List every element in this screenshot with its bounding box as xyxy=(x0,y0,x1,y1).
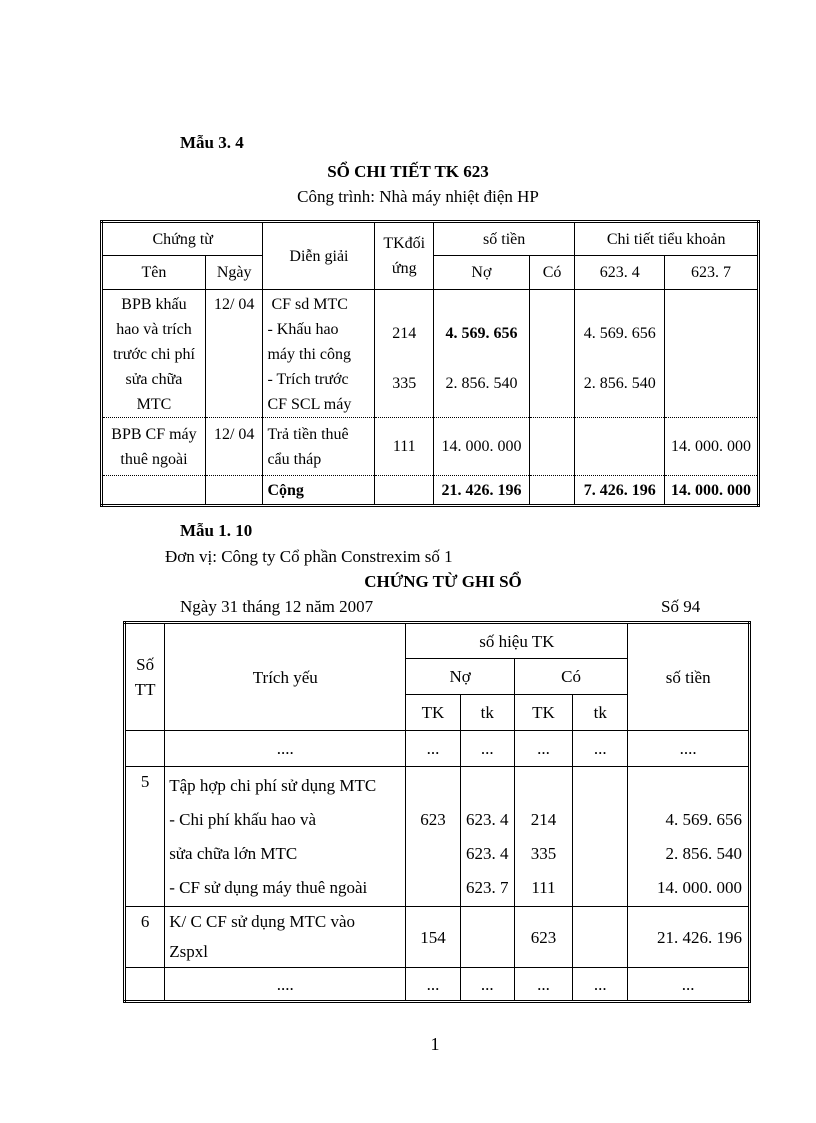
row2-sub2: 14. 000. 000 xyxy=(665,418,759,476)
row1-tk: 214 335 xyxy=(375,290,434,418)
page-number: 1 xyxy=(430,1034,440,1054)
row2-ngay: 12/ 04 xyxy=(205,418,263,476)
row6-stt: 6 xyxy=(125,907,165,968)
header-tk-doi-ung xyxy=(375,222,434,290)
row2-co xyxy=(529,418,574,476)
ledger-table xyxy=(100,220,760,507)
header-so-tien: số tiền xyxy=(434,222,575,256)
row5-co-tk: 214 335 111 xyxy=(514,767,572,907)
header-tk-doi: TKđối xyxy=(383,235,426,252)
row5-amounts: 4. 569. 656 2. 856. 540 14. 000. 000 xyxy=(628,767,750,907)
row6-amount: 21. 426. 196 xyxy=(628,907,750,968)
header-ten: Tên xyxy=(102,256,206,290)
form2-label: Mẫu 1. 10 xyxy=(180,521,253,540)
row1-ten: BPB khấu hao và trích trước chi phí sửa chữa MTC xyxy=(102,290,206,418)
form1-title: SỔ CHI TIẾT TK 623 xyxy=(327,162,489,181)
row2-tk: 111 xyxy=(375,418,434,476)
row5-no-sub: 623. 4 623. 4 623. 7 xyxy=(460,767,514,907)
header-no: Nợ xyxy=(434,256,530,290)
header-tk2: tk xyxy=(460,695,514,731)
row6-no-tk: 154 xyxy=(406,907,460,968)
row6-co-tk: 623 xyxy=(514,907,572,968)
row5-stt: 5 xyxy=(125,767,165,907)
header-chung-tu: Chứng từ xyxy=(102,222,263,256)
header-ung: ứng xyxy=(391,260,417,277)
row1-sub1: 4. 569. 656 2. 856. 540 xyxy=(575,290,665,418)
form1-subtitle: Công trình: Nhà máy nhiệt điện HP xyxy=(297,187,539,206)
table-row xyxy=(125,767,750,907)
total-sub1: 7. 426. 196 xyxy=(575,476,665,506)
row5-trich-yeu: Tập hợp chi phí sử dụng MTC - Chi phí khấu hao và sửa chữa lớn MTC - CF sử dụng máy thuê ngoài xyxy=(165,767,406,907)
header-ngay: Ngày xyxy=(205,256,263,290)
header-so-tien: số tiền xyxy=(628,623,750,731)
row1-no: 4. 569. 656 2. 856. 540 xyxy=(434,290,530,418)
table-row xyxy=(102,418,759,476)
row1-sub2 xyxy=(665,290,759,418)
row2-ten: BPB CF máy thuê ngoài xyxy=(102,418,206,476)
form2-number: Số 94 xyxy=(661,597,701,616)
header-tk1: TK xyxy=(406,695,460,731)
total-row xyxy=(102,476,759,506)
total-sub2: 14. 000. 000 xyxy=(665,476,759,506)
total-label: Cộng xyxy=(263,476,375,506)
header-sub2: 623. 7 xyxy=(665,256,759,290)
table-row xyxy=(102,290,759,418)
row2-sub1 xyxy=(575,418,665,476)
form1-label: Mẫu 3. 4 xyxy=(180,133,244,152)
row5-no-tk: 623 xyxy=(406,767,460,907)
table-row: .... ... ... ... ... ... xyxy=(125,968,750,1002)
table-row: .... ... ... ... ... .... xyxy=(125,731,750,767)
header-trich-yeu: Trích yếu xyxy=(165,623,406,731)
header-tk3: TK xyxy=(514,695,572,731)
total-no: 21. 426. 196 xyxy=(434,476,530,506)
header-stt: Số TT xyxy=(125,623,165,731)
header-tk4: tk xyxy=(573,695,628,731)
row1-dien-giai: CF sd MTC - Khấu hao máy thi công - Trích trước CF SCL máy xyxy=(263,290,375,418)
header-no: Nợ xyxy=(406,659,515,695)
row2-no: 14. 000. 000 xyxy=(434,418,530,476)
header-so-hieu: số hiệu TK xyxy=(406,623,628,659)
form2-title: CHỨNG TỪ GHI SỔ xyxy=(364,572,522,591)
row1-ngay: 12/ 04 xyxy=(205,290,263,418)
table-row xyxy=(125,907,750,968)
header-sub1: 623. 4 xyxy=(575,256,665,290)
row1-co xyxy=(529,290,574,418)
header-chi-tiet: Chi tiết tiểu khoản xyxy=(575,222,759,256)
row6-trich-yeu: K/ C CF sử dụng MTC vào Zspxl xyxy=(165,907,406,968)
header-dien-giai: Diễn giải xyxy=(263,222,375,290)
form2-unit: Đơn vị: Công ty Cổ phần Constrexim số 1 xyxy=(165,547,453,566)
form2-date: Ngày 31 tháng 12 năm 2007 xyxy=(180,597,374,616)
header-co: Có xyxy=(514,659,628,695)
voucher-table xyxy=(123,621,751,1003)
row2-dien-giai: Trả tiền thuê cẩu tháp xyxy=(263,418,375,476)
header-co: Có xyxy=(529,256,574,290)
